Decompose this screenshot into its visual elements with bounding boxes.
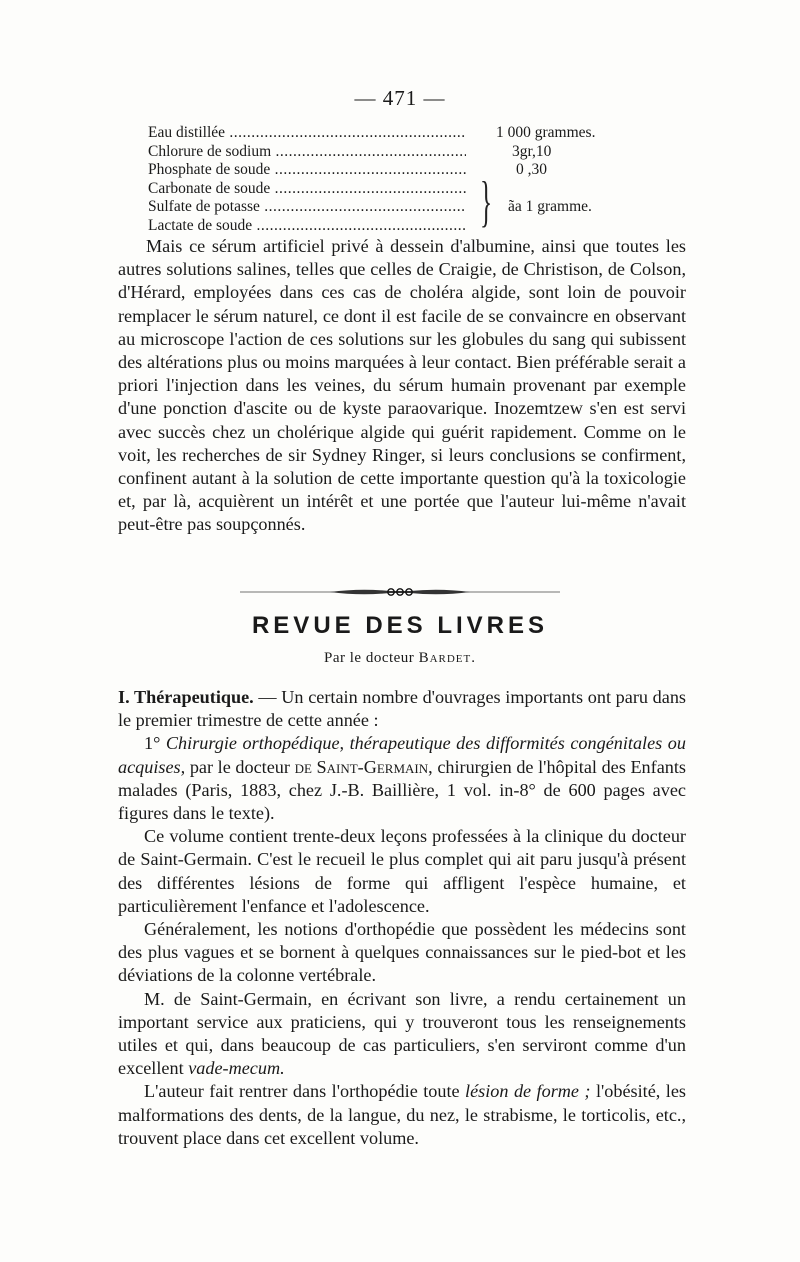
byline-author: Bardet. <box>418 650 476 666</box>
formula-row <box>148 124 648 143</box>
page-number: — 471 — <box>354 86 446 110</box>
byline <box>0 650 800 667</box>
ornament-divider <box>0 585 800 599</box>
review-paragraph: Ce volume contient trente-deux leçons professées à la clinique du docteur de Saint-Germain. C'est le recueil le plus complet qui ait paru jusqu'à présent des différentes lésions de forme qui affligent l'espèce humaine, et particulièrement l'enfance et l'adolescence. <box>118 826 686 916</box>
book-title: Chirurgie orthopédique, thérapeutique des difformités congénitales ou acquises, <box>118 733 686 777</box>
section-title: REVUE DES LIVRES <box>251 612 549 639</box>
formula-row <box>148 143 648 162</box>
review-italic-text: lésion de forme ; <box>465 1081 591 1102</box>
review-italic-text: vade-mecum. <box>188 1058 285 1079</box>
byline-prefix: Par le docteur <box>324 650 415 666</box>
review-text: l'obésité, les malformations des dents, de la langue, du nez, le strabisme, le torticolis, etc., trouvent place dans cet excellent volume. <box>118 1081 686 1148</box>
paragraph-text: Mais ce sérum artificiel privé à dessein d'albumine, ainsi que toutes les autres solutions salines, telles que celles de Craigie, de Christison, de Colson, d'Hérard, employées dans ces cas de choléra algide, sont loin de pouvoir remplacer le sérum naturel, ce dont il est facile de se convaincre en observant au microscope l'action de ces solutions sur les globules du sang qui subissent des altérations plus ou moins marquées à leur contact. Bien préférable serait a priori l'injection dans les veines, du sérum humain provenant par exemple d'une ponction d'ascite ou de kyste paraovarique. Inozemtzew s'en est servi avec succès chez un cholérique algide qui guérit rapidement. Comme on le voit, les recherches de sir Sydney Ringer, si leurs conclusions se confirment, confinent autant à la solution de cette importante question qu'à la toxicologie et, par là, acquièrent un intérêt et une portée que l'auteur lui-même n'avait peut-être pas soupçonnés. <box>118 236 686 535</box>
formula-quantity: 3gr,10 <box>512 142 552 160</box>
book-by: par le docteur <box>189 756 290 777</box>
book-author: de Saint-Germain, <box>294 756 433 777</box>
formula-ingredient: Carbonate de soude ..... <box>148 180 466 199</box>
formula-row <box>148 161 648 180</box>
body-paragraph <box>118 235 686 537</box>
book-details: chirurgien de l'hôpital des Enfants malades (Paris, 1883, chez J.-B. Baillière, 1 vol. in-8° de 600 pages avec figures dans le texte). <box>118 756 687 824</box>
review-paragraph <box>118 988 686 1081</box>
formula-ingredient: Eau distillée ..... <box>148 124 466 143</box>
formula-table <box>148 124 648 236</box>
review-body <box>118 686 686 1150</box>
review-paragraph <box>118 1080 686 1150</box>
formula-ingredient: Chlorure de sodium ..... <box>148 143 466 162</box>
formula-brace-quantity: ãa 1 gramme. <box>508 197 592 215</box>
book-entry-paragraph <box>118 732 686 825</box>
review-heading-text: — Un certain nombre d'ouvrages importants ont paru dans le premier trimestre de cette année : <box>118 687 687 731</box>
review-text: L'auteur fait rentrer dans l'orthopédie toute <box>144 1081 460 1102</box>
formula-quantity: 0 ,30 <box>516 161 547 179</box>
formula-ingredient: Phosphate de soude ..... <box>148 161 466 180</box>
formula-quantity: 1 000 grammes. <box>496 124 596 141</box>
review-heading-paragraph <box>118 686 686 732</box>
review-heading-label: I. Thérapeutique. <box>118 687 254 707</box>
curly-brace-icon: } <box>480 170 493 233</box>
review-paragraph: Généralement, les notions d'orthopédie que possèdent les médecins sont des plus vagues et se bornent à quelques connaissances sur le pied-bot et les déviations de la colonne vertébrale. <box>118 919 686 986</box>
review-text: M. de Saint-Germain, en écrivant son livre, a rendu certainement un important service aux praticiens, qui y trouveront tous les renseignements utiles et qui, dans beaucoup de cas particuliers, s'en serviront comme d'un excellent <box>118 988 686 1079</box>
book-number: 1° <box>144 733 161 754</box>
formula-ingredient: Sulfate de potasse ..... <box>148 198 466 217</box>
formula-ingredient: Lactate de soude ..... <box>148 217 466 236</box>
